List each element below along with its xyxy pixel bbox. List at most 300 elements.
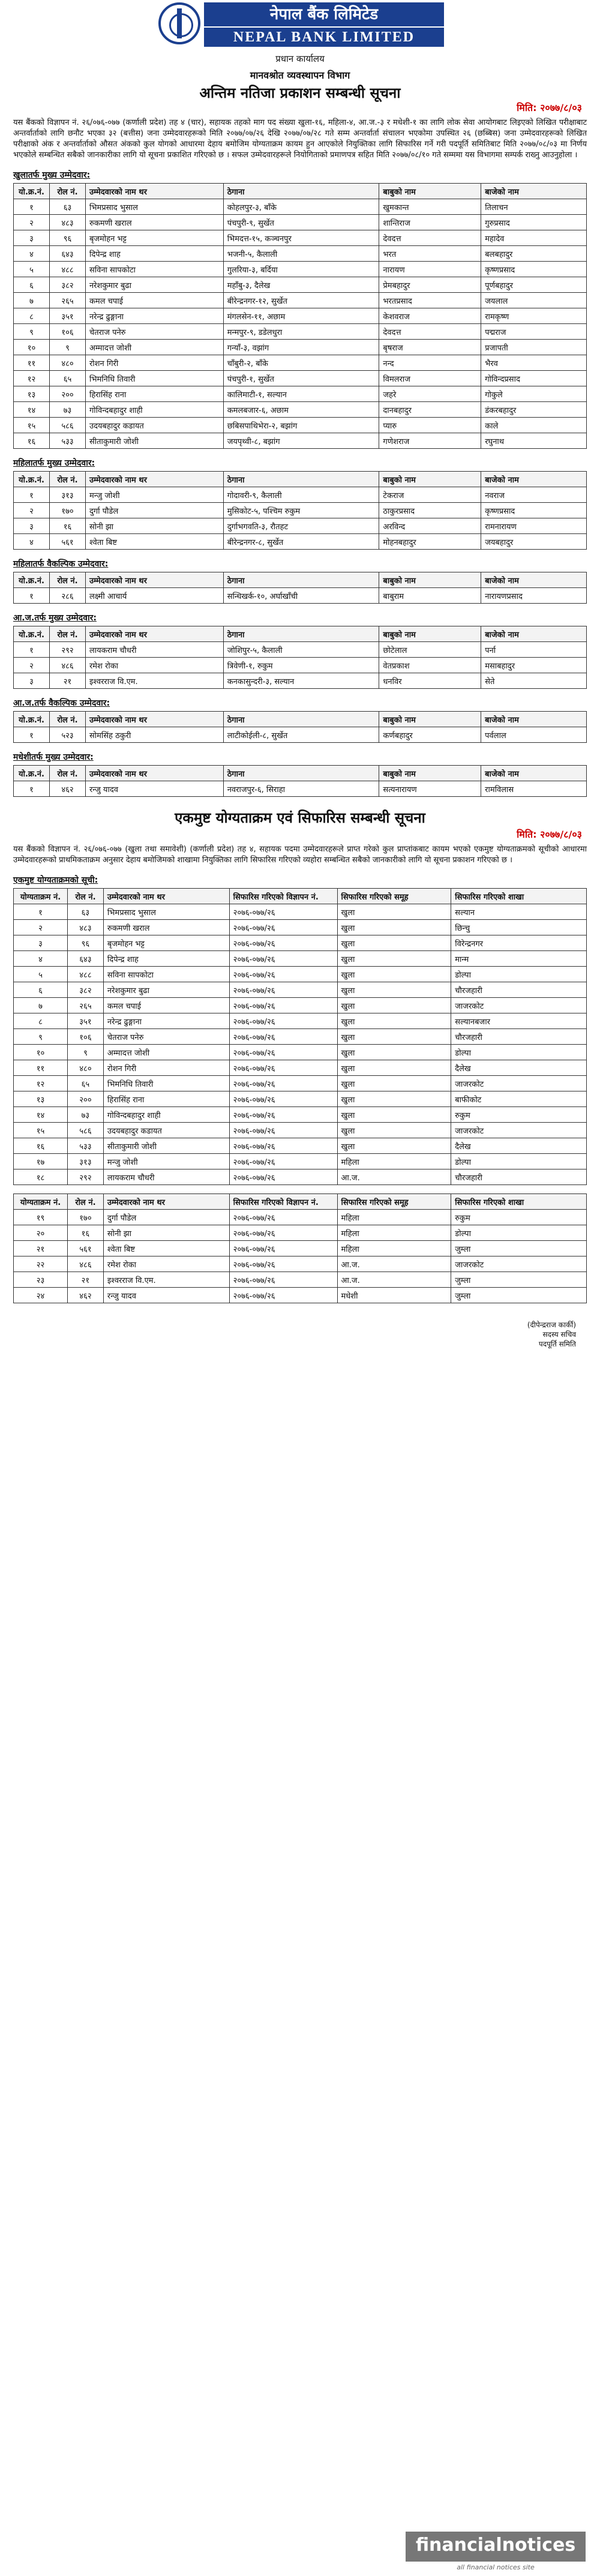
table-cell: मोहनबहादुर (379, 534, 481, 550)
table-row (14, 1210, 587, 1225)
table-cell: २०७६-०७७/२६ (229, 1076, 337, 1091)
table-cell: सविना सापकोटा (85, 262, 223, 277)
table-row (14, 371, 587, 386)
column-header: रोल नं. (49, 712, 85, 727)
table-cell: बाबुराम (379, 588, 481, 604)
table-cell: १६ (49, 518, 85, 534)
column-header: बाबुको नाम (379, 626, 481, 642)
table-cell: २० (14, 1225, 68, 1241)
column-header: बाबुको नाम (379, 766, 481, 781)
column-header: यो.क्र.नं. (14, 766, 50, 781)
table-cell: खुला (337, 1123, 451, 1138)
table-cell: १७ (14, 1154, 68, 1169)
table-cell: ३ (14, 673, 50, 689)
table-row (14, 998, 587, 1013)
table-cell: जुम्ला (451, 1241, 587, 1256)
table-cell: जहरे (379, 386, 481, 402)
table-cell: डंकरबहादुर (481, 402, 587, 418)
table-cell: २०७६-०७७/२६ (229, 1013, 337, 1029)
table-row (14, 518, 587, 534)
table-cell: २ (14, 920, 68, 935)
table-cell: तिलाचन (481, 199, 587, 215)
column-header: सिफारिस गरिएको विज्ञापन नं. (229, 889, 337, 904)
table-cell: जाजरकोट (451, 1123, 587, 1138)
female-candidates-table (13, 471, 587, 550)
table-cell: उदयबहादुर कडायत (85, 418, 223, 433)
table-cell: गोविन्दबहादुर शाही (85, 402, 223, 418)
table-cell: गोकुले (481, 386, 587, 402)
table-cell: छिन्चु (451, 920, 587, 935)
column-header: बाजेको नाम (481, 626, 587, 642)
column-header: बाजेको नाम (481, 712, 587, 727)
table-cell: खुला (337, 1091, 451, 1107)
table-cell: सोनी झा (103, 1225, 229, 1241)
table-row (14, 503, 587, 518)
column-header: उम्मेदवारको नाम थर (85, 184, 223, 199)
table-cell: ९ (67, 1045, 103, 1060)
table-cell: १०६ (67, 1029, 103, 1045)
table-cell: कृष्णप्रसाद (481, 262, 587, 277)
table-row (14, 727, 587, 743)
bank-name-nepali: नेपाल बैंक लिमिटेड (204, 2, 444, 26)
table-cell: ९६ (67, 935, 103, 951)
table-row (14, 673, 587, 689)
table-cell: २०७६-०७७/२६ (229, 1154, 337, 1169)
table-cell: भिमप्रसाद भुसाल (103, 904, 229, 920)
table-row (14, 982, 587, 998)
table-cell: दैलेख (451, 1138, 587, 1154)
column-header: उम्मेदवारको नाम थर (85, 572, 223, 588)
table-cell: छबिसपाथिभेरा-२, बझांग (223, 418, 379, 433)
table-cell: मन्जु जोशी (103, 1154, 229, 1169)
table-cell: १६ (14, 433, 50, 449)
table-cell: लाटीकोईली-८, सुर्खेत (223, 727, 379, 743)
table-cell: हिरासिंह राना (85, 386, 223, 402)
table-cell: कोहलपुर-३, बाँके (223, 199, 379, 215)
table-cell: २०७६-०७७/२६ (229, 1288, 337, 1303)
table-cell: सल्यान (451, 904, 587, 920)
table-cell: नरेन्द्र ढुङ्गाना (103, 1013, 229, 1029)
table-cell: १०६ (49, 324, 85, 340)
table-cell: सोनी झा (85, 518, 223, 534)
table-row (14, 199, 587, 215)
table-cell: पर्ना (481, 642, 587, 658)
table-row (14, 1154, 587, 1169)
table-cell: महादेव (481, 230, 587, 246)
column-header: सिफारिस गरिएको शाखा (451, 1194, 587, 1210)
table-cell: आ.ज. (337, 1256, 451, 1272)
table-cell: ८ (14, 1013, 68, 1029)
column-header: उम्मेदवारको नाम थर (85, 712, 223, 727)
table-cell: बाफीकोट (451, 1091, 587, 1107)
table-cell: सल्यानबजार (451, 1013, 587, 1029)
table-cell: जुम्ला (451, 1272, 587, 1288)
table-cell: बृषराज (379, 340, 481, 355)
table-cell: २६५ (67, 998, 103, 1013)
table-row (14, 386, 587, 402)
table-row (14, 1241, 587, 1256)
table-cell: प्रेमबहादुर (379, 277, 481, 293)
table-cell: रोशन गिरी (103, 1060, 229, 1076)
female-alternate-table (13, 572, 587, 604)
table-cell: २१ (14, 1241, 68, 1256)
table-cell: खुला (337, 982, 451, 998)
table-cell: २०७६-०७७/२६ (229, 967, 337, 982)
column-header: बाजेको नाम (481, 572, 587, 588)
column-header: बाजेको नाम (481, 766, 587, 781)
signatory-committee: पदपूर्ति समिति (538, 1340, 576, 1348)
table-cell: ३५१ (67, 1013, 103, 1029)
table-row (14, 1169, 587, 1185)
table-cell: रमेश रोका (103, 1256, 229, 1272)
table-cell: खुला (337, 1107, 451, 1123)
table-cell: १४ (14, 1107, 68, 1123)
female-section-title: महिलातर्फ मुख्य उम्मेदवार: (13, 458, 95, 468)
table-cell: १६ (14, 1138, 68, 1154)
table-cell: ५८६ (67, 1123, 103, 1138)
table-cell: इश्वरराज वि.एम. (85, 673, 223, 689)
column-header: रोल नं. (67, 889, 103, 904)
table-cell: ३ (14, 230, 50, 246)
table-cell: डोल्पा (451, 1045, 587, 1060)
table-cell: चौरजहारी (451, 1169, 587, 1185)
table-cell: खुला (337, 951, 451, 967)
table-cell: १७० (67, 1210, 103, 1225)
table-row (14, 534, 587, 550)
column-header: यो.क्र.नं. (14, 572, 50, 588)
table-row (14, 1272, 587, 1288)
bank-name-english: NEPAL BANK LIMITED (204, 28, 444, 47)
table-cell: रन्जु यादव (103, 1288, 229, 1303)
table-cell: मन्मपुर-९, डडेलधुरा (223, 324, 379, 340)
table-cell: जयबहादुर (481, 534, 587, 550)
column-header: बाजेको नाम (481, 184, 587, 199)
table-cell: केशवराज (379, 308, 481, 324)
table-row (14, 215, 587, 230)
table-cell: बृजमोहन भट्ट (103, 935, 229, 951)
table-cell: ४८८ (49, 262, 85, 277)
indigenous-candidates-table (13, 626, 587, 689)
table-cell: ११ (14, 1060, 68, 1076)
table-cell: गन्याँ-३, वझांग (223, 340, 379, 355)
table-cell: खुला (337, 1045, 451, 1060)
table-cell: पद्मराज (481, 324, 587, 340)
table-cell: १० (14, 1045, 68, 1060)
table-cell: १ (14, 904, 68, 920)
table-cell: कमल चपाई (85, 293, 223, 308)
table-cell: ५ (14, 967, 68, 982)
table-cell: ९ (14, 1029, 68, 1045)
table-cell: ५३३ (67, 1138, 103, 1154)
table-cell: कृष्णप्रसाद (481, 503, 587, 518)
table-cell: भरत (379, 246, 481, 262)
table-cell: १ (14, 642, 50, 658)
column-header: सिफारिस गरिएको शाखा (451, 889, 587, 904)
column-header: ठेगाना (223, 572, 379, 588)
table-row (14, 1045, 587, 1060)
table-cell: गुरुप्रसाद (481, 215, 587, 230)
table-cell: २०७६-०७७/२६ (229, 951, 337, 967)
table-cell: गुलरिया-३, बर्दिया (223, 262, 379, 277)
table-row (14, 642, 587, 658)
table-row (14, 904, 587, 920)
table-cell: २०७६-०७७/२६ (229, 1225, 337, 1241)
table-cell: ५३३ (49, 433, 85, 449)
table-cell: आ.ज. (337, 1169, 451, 1185)
table-cell: २०७६-०७७/२६ (229, 1123, 337, 1138)
column-header: ठेगाना (223, 712, 379, 727)
table-cell: कर्णबहादुर (379, 727, 481, 743)
table-row (14, 355, 587, 371)
table-cell: ८ (14, 308, 50, 324)
table-cell: १३ (14, 1091, 68, 1107)
table-cell: शान्तिराज (379, 215, 481, 230)
table-cell: नरेशकुमार बुढा (103, 982, 229, 998)
table-row (14, 1256, 587, 1272)
table-cell: ठाकुरप्रसाद (379, 503, 481, 518)
table-row (14, 781, 587, 797)
table-cell: ९६ (49, 230, 85, 246)
table-cell: डोल्पा (451, 1225, 587, 1241)
table-cell: ९ (49, 340, 85, 355)
table-cell: ४ (14, 246, 50, 262)
madhesi-section-title: मधेशीतर्फ मुख्य उम्मेदवार: (13, 752, 94, 762)
table-cell: आ.ज. (337, 1272, 451, 1288)
table-cell: ४ (14, 951, 68, 967)
table-cell: मुसिकोट-५, पश्चिम रुकुम (223, 503, 379, 518)
column-header: ठेगाना (223, 766, 379, 781)
table-cell: भिमनिधि तिवारी (103, 1076, 229, 1091)
table-cell: खुला (337, 904, 451, 920)
table-cell: टेकराज (379, 487, 481, 503)
column-header: बाबुको नाम (379, 572, 481, 588)
table-cell: दुर्गा पौडेल (103, 1210, 229, 1225)
table-cell: ३८२ (67, 982, 103, 998)
column-header: उम्मेदवारको नाम थर (85, 766, 223, 781)
column-header: योग्यताक्रम नं. (14, 889, 68, 904)
table-cell: चेतराज पनेरु (85, 324, 223, 340)
table-cell: १ (14, 588, 50, 604)
table-cell: धनविर (379, 673, 481, 689)
column-header: यो.क्र.नं. (14, 712, 50, 727)
intro-paragraph: यस बैंकको विज्ञापन नं. २६/०७६-०७७ (कर्णाली प्रदेश) तह ४ (चार), सहायक तहको माग पद संख्या खुला-१६, महिला-४, आ.ज.-३ र मधेशी-१ का लागि लोक सेवा आयोगबाट लिइएको लिखित परीक्षाबाट अन्तर्वार्ताको लागि छनौट भएका ३२ (बत्तीस) जना उम्मेदवारहरूको मिति २०७७/०७/२६ देखि २०७७/०७/२८ गते सम्म अन्तर्वार्ता संचालन भएकोमा उपस्थित २६ (छब्बिस) जना उम्मेदवारहरूको लिखित परीक्षाको अंक र अन्तर्वार्ताको औसत अंकको कुल योगको आधारमा देहाय बमोजिम योग्यताक्रम कायम हुन आएकोले नियुक्तिका लागि सिफारिस गर्ने गरी पदपूर्ति समितिबाट मिति २०७७/०८/०३ मा निर्णय भएकोले सम्बन्धित सबैको जानकारीका लागि यो सूचना प्रकाशित गरिएको छ । सफल उम्मेदवारहरूले नियोगिताको प्रमाणपत्र सहित मिति २०७७/०८/१० गते सम्ममा यस विभागमा सम्पर्क राख्नु आउनुहोला । (13, 118, 587, 160)
table-cell: ४८३ (67, 920, 103, 935)
table-cell: वेतप्रकाश (379, 658, 481, 673)
merit-list-table-2 (13, 1193, 587, 1303)
table-row (14, 658, 587, 673)
table-cell: सन्धिखर्क-१०, अर्घाखाँची (223, 588, 379, 604)
table-cell: २९२ (67, 1169, 103, 1185)
table-cell: १८ (14, 1169, 68, 1185)
table-cell: १७० (49, 503, 85, 518)
table-cell: हिरासिंह राना (103, 1091, 229, 1107)
table-cell: लक्ष्मी आचार्य (85, 588, 223, 604)
table-row (14, 1091, 587, 1107)
table-cell: १२ (14, 371, 50, 386)
table-cell: १२ (14, 1076, 68, 1091)
table-row (14, 1076, 587, 1091)
footer-watermark-logo: financialnotices (406, 2532, 586, 2562)
table-cell: प्रजापती (481, 340, 587, 355)
table-cell: खुला (337, 1138, 451, 1154)
table-row (14, 433, 587, 449)
table-cell: ५८६ (49, 418, 85, 433)
table-row (14, 935, 587, 951)
footer-tagline: all financial notices site (457, 2563, 535, 2571)
table-cell: ४६२ (67, 1288, 103, 1303)
table-cell: २२ (14, 1256, 68, 1272)
table-cell: नवराजपुर-६, सिराहा (223, 781, 379, 797)
column-header: बाबुको नाम (379, 712, 481, 727)
table-cell: ११ (14, 355, 50, 371)
table-cell: ३५१ (49, 308, 85, 324)
table-cell: गणेशराज (379, 433, 481, 449)
table-cell: महाँबु-३, दैलेख (223, 277, 379, 293)
table-cell: गोविन्दप्रसाद (481, 371, 587, 386)
table-cell: चाँबुरी-२, बाँके (223, 355, 379, 371)
table-cell: ४६२ (49, 781, 85, 797)
column-header: सिफारिस गरिएको समूह (337, 889, 451, 904)
table-cell: ४८६ (67, 1256, 103, 1272)
table-cell: ४८६ (49, 658, 85, 673)
table-cell: ७३ (67, 1107, 103, 1123)
table-cell: डोल्पा (451, 967, 587, 982)
table-cell: २०७६-०७७/२६ (229, 982, 337, 998)
table-cell: ५२३ (49, 727, 85, 743)
table-cell: कमल चपाई (103, 998, 229, 1013)
table-row (14, 967, 587, 982)
table-cell: २०७६-०७७/२६ (229, 935, 337, 951)
table-cell: रुकुम (451, 1210, 587, 1225)
table-cell: उदयबहादुर कडायत (103, 1123, 229, 1138)
table-cell: त्रिवेणी-१, रुकुम (223, 658, 379, 673)
column-header: उम्मेदवारको नाम थर (103, 889, 229, 904)
table-cell: चौरजहारी (451, 1029, 587, 1045)
table-cell: दिपेन्द्र शाह (85, 246, 223, 262)
table-cell: रामकृष्ण (481, 308, 587, 324)
table-cell: नरेशकुमार बुढा (85, 277, 223, 293)
column-header: रोल नं. (49, 572, 85, 588)
table-cell: नारायण (379, 262, 481, 277)
table-cell: विरेन्द्रनगर (451, 935, 587, 951)
signatory-role: सदस्य सचिव (542, 1330, 576, 1339)
table-cell: ९ (14, 324, 50, 340)
table-cell: अम्मादत्त जोशी (103, 1045, 229, 1060)
table-cell: ४८८ (67, 967, 103, 982)
table-row (14, 1060, 587, 1076)
table-cell: लायकराम चौधरी (103, 1169, 229, 1185)
table-cell: खुमकान्त (379, 199, 481, 215)
table-cell: खुला (337, 1076, 451, 1091)
table-row (14, 324, 587, 340)
table-cell: महिला (337, 1154, 451, 1169)
merit-list-title: एकमुष्ट योग्यताक्रमको सूची: (13, 875, 98, 885)
table-row (14, 951, 587, 967)
table-cell: चौरजहारी (451, 982, 587, 998)
table-cell: २४ (14, 1288, 68, 1303)
table-cell: भिमदत्त-१५, कञ्चनपुर (223, 230, 379, 246)
table-cell: २०७६-०७७/२६ (229, 998, 337, 1013)
table-cell: ६३ (67, 904, 103, 920)
column-header: ठेगाना (223, 472, 379, 487)
table-cell: गोदावरी-९, कैलाली (223, 487, 379, 503)
column-header: रोल नं. (49, 626, 85, 642)
table-cell: ३ (14, 935, 68, 951)
table-cell: रोशन गिरी (85, 355, 223, 371)
table-cell: ६ (14, 982, 68, 998)
open-section-title: खुलातर्फ मुख्य उम्मेदवार: (13, 170, 91, 180)
table-cell: कमलबजार-६, अछाम (223, 402, 379, 418)
table-cell: दुर्गाभगवति-३, रौतहट (223, 518, 379, 534)
table-cell: खुला (337, 998, 451, 1013)
table-cell: २९२ (49, 642, 85, 658)
table-cell: खुला (337, 967, 451, 982)
table-cell: २०० (67, 1091, 103, 1107)
table-cell: ७३ (49, 402, 85, 418)
table-row (14, 1225, 587, 1241)
table-cell: पंचपुरी-९, सुर्खेत (223, 215, 379, 230)
table-cell: २१ (67, 1272, 103, 1288)
table-cell: दानबहादुर (379, 402, 481, 418)
table-cell: जाजरकोट (451, 998, 587, 1013)
table-cell: काले (481, 418, 587, 433)
table-cell: २०७६-०७७/२६ (229, 1138, 337, 1154)
table-cell: जाजरकोट (451, 1076, 587, 1091)
table-cell: ५६१ (67, 1241, 103, 1256)
table-cell: महिला (337, 1241, 451, 1256)
table-cell: बीरेन्द्रनगर-८, सुर्खेत (223, 534, 379, 550)
table-cell: ४८० (49, 355, 85, 371)
table-cell: सविना सापकोटा (103, 967, 229, 982)
table-cell: ४८० (67, 1060, 103, 1076)
column-header: बाजेको नाम (481, 472, 587, 487)
office-name: प्रधान कार्यालय (275, 53, 325, 64)
table-cell: मधेशी (337, 1288, 451, 1303)
column-header: बाबुको नाम (379, 184, 481, 199)
table-cell: खुला (337, 1060, 451, 1076)
table-cell: महिला (337, 1225, 451, 1241)
table-cell: २०७६-०७७/२६ (229, 1210, 337, 1225)
table-row (14, 246, 587, 262)
table-row (14, 308, 587, 324)
table-cell: पर्वलाल (481, 727, 587, 743)
table-cell: २८६ (49, 588, 85, 604)
table-cell: रघुनाथ (481, 433, 587, 449)
table-cell: २६५ (49, 293, 85, 308)
notice-title: अन्तिम नतिजा प्रकाशन सम्बन्धी सूचना (199, 85, 401, 101)
table-cell: पूर्णबहादुर (481, 277, 587, 293)
table-cell: १९ (14, 1210, 68, 1225)
notice-date: मिति: २०७७/८/०३ (517, 102, 582, 113)
column-header: रोल नं. (49, 184, 85, 199)
table-cell: सत्यनारायण (379, 781, 481, 797)
table-cell: खुला (337, 1013, 451, 1029)
table-cell: सोमसिंह ठकुरी (85, 727, 223, 743)
table-cell: ४८३ (49, 215, 85, 230)
signature-block (0, 1320, 600, 1349)
table-row (14, 1013, 587, 1029)
indigenous-alternate-table (13, 711, 587, 743)
column-header: बाबुको नाम (379, 472, 481, 487)
column-header: सिफारिस गरिएको विज्ञापन नं. (229, 1194, 337, 1210)
table-cell: ६४३ (49, 246, 85, 262)
table-cell: २३ (14, 1272, 68, 1288)
table-cell: ६३ (49, 199, 85, 215)
table-cell: दैलेख (451, 1060, 587, 1076)
table-cell: विमलराज (379, 371, 481, 386)
table-cell: सीताकुमारी जोशी (85, 433, 223, 449)
table-cell: ६४३ (67, 951, 103, 967)
